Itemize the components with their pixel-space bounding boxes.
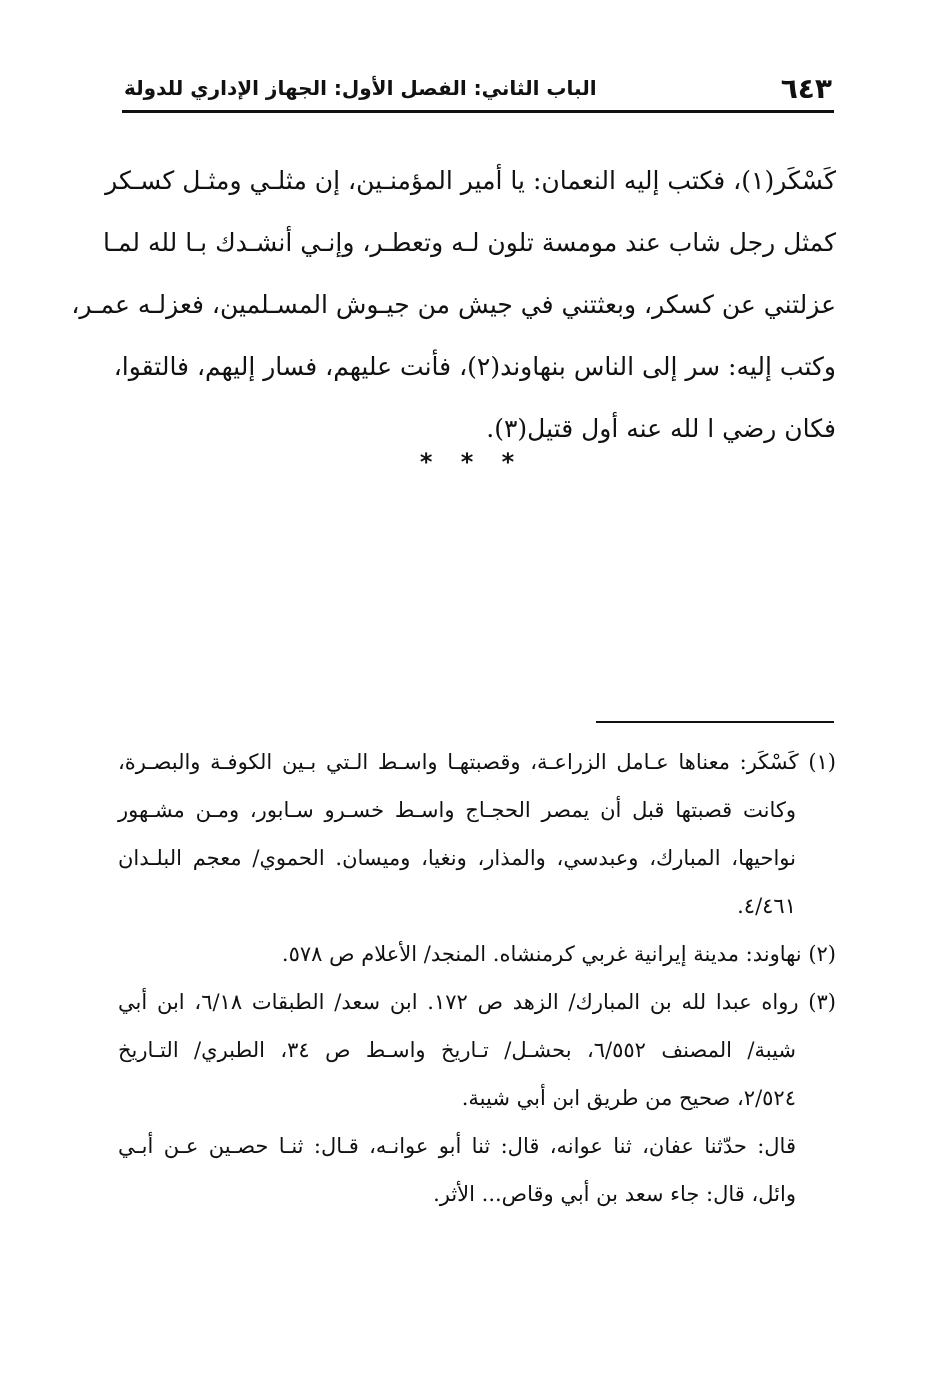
text-line: عزلتني عن كسكر، وبعثتني في جيش من جيـوش المسـلمين، فعزلـه عمـر، <box>71 290 836 319</box>
footnote-line: نواحيها، المبارك، وعبدسي، والمذار، ونغيا، وميسان. الحموي/ معجم البلـدان <box>118 846 796 870</box>
footnote-line: وكانت قصبتها قبل أن يمصر الحجـاج واسـط خسـرو سـابور، ومـن مشـهور <box>118 798 796 822</box>
footnote-line: ٤/٤٦١. <box>737 894 796 918</box>
text-line: كمثل رجل شاب عند مومسة تلون لـه وتعطـر، وإنـي أنشـدك بـا لله لمـا <box>103 228 836 257</box>
footnote-1 <box>118 738 836 930</box>
footnote-2 <box>118 930 836 978</box>
footnote-line: وائل، قال: جاء سعد بن أبي وقاص... الأثر. <box>433 1182 796 1206</box>
footnote-line: (٣) رواه عبدا لله بن المبارك/ الزهد ص ١٧٢. ابن سعد/ الطبقات ٦/١٨، ابن أبي <box>118 990 836 1014</box>
footnote-line: (٢) نهاوند: مدينة إيرانية غربي كرمنشاه. المنجد/ الأعلام ص ٥٧٨. <box>281 942 836 966</box>
page-number: ٦٤٣ <box>780 72 832 105</box>
running-title: الباب الثاني: الفصل الأول: الجهاز الإداري للدولة <box>124 76 597 100</box>
main-text <box>71 150 836 460</box>
text-line: فكان رضي ا لله عنه أول قتيل(٣). <box>486 414 836 443</box>
text-line: كَسْكَر(١)، فكتب إليه النعمان: يا أمير المؤمنـين، إن مثلـي ومثـل كسـكر <box>105 166 836 195</box>
header-rule <box>122 110 834 113</box>
footnote-line: ٢/٥٢٤، صحيح من طريق ابن أبي شيبة. <box>461 1086 796 1110</box>
section-separator: * * * <box>419 448 525 476</box>
footnote-3 <box>118 978 836 1218</box>
footnotes <box>118 738 836 1218</box>
page-header <box>122 70 834 110</box>
text-line: وكتب إليه: سر إلى الناس بنهاوند(٢)، فأنت عليهم، فسار إليهم، فالتقوا، <box>113 352 836 381</box>
footnote-line: قال: حدّثنا عفان، ثنا عوانه، قال: ثنا أبو عوانـه، قـال: ثنـا حصـين عـن أبـي <box>118 1134 796 1158</box>
footnote-rule <box>596 721 834 723</box>
footnote-line: شيبة/ المصنف ٦/٥٥٢، بحشـل/ تـاريخ واسـط ص ٣٤، الطبري/ التـاريخ <box>118 1038 796 1062</box>
footnote-line: (١) كَسْكَر: معناها عـامل الزراعـة، وقصبتهـا واسـط الـتي بـين الكوفـة والبصـرة، <box>118 750 836 774</box>
